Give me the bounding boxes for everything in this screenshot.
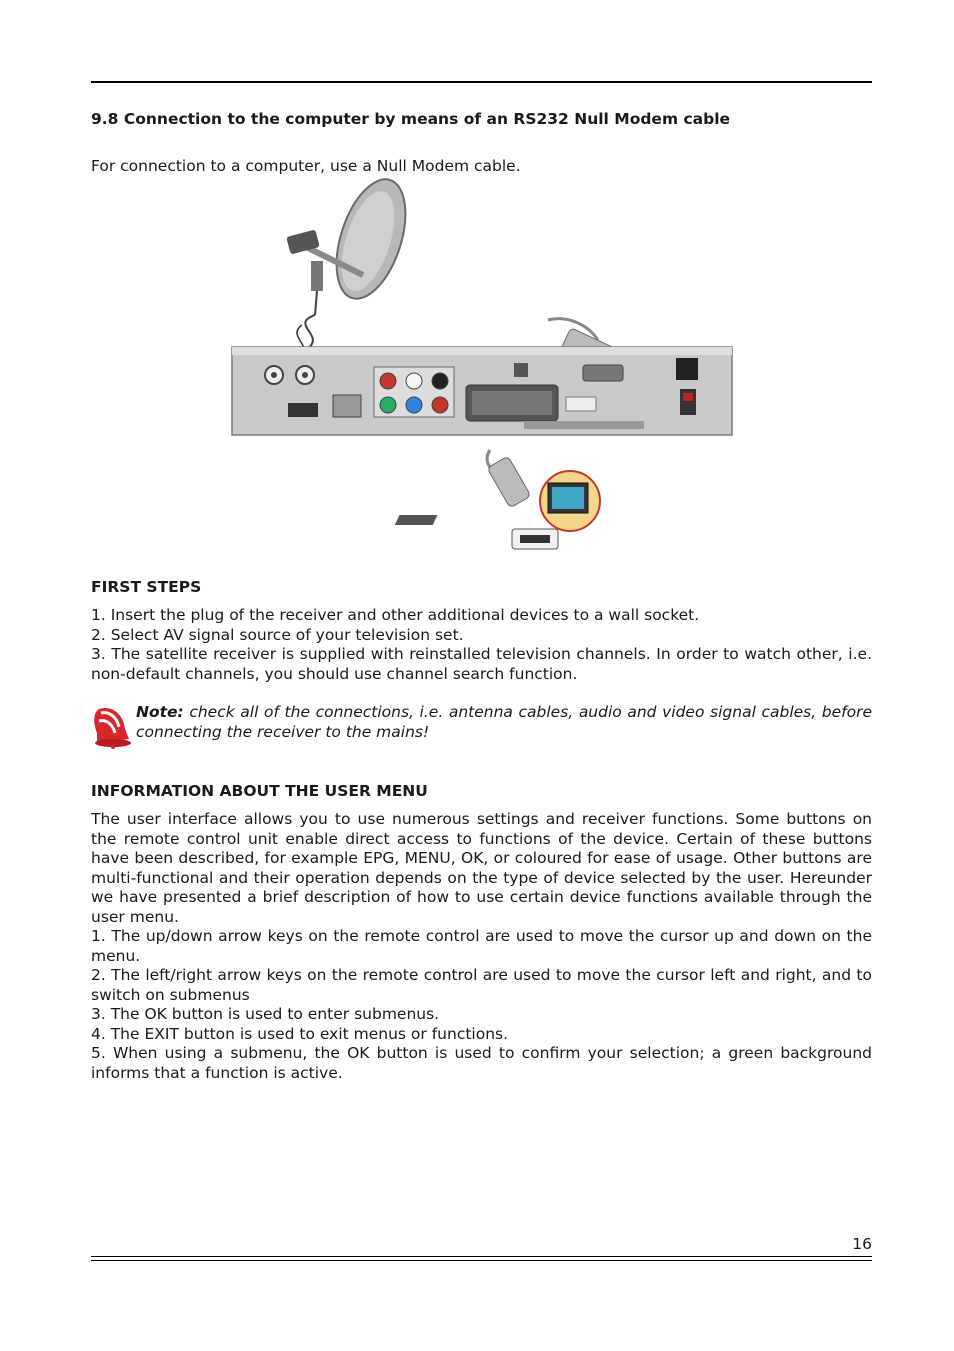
receiver-back-panel-icon bbox=[232, 347, 732, 435]
section-title: 9.8 Connection to the computer by means of an RS232 Null Modem cable bbox=[91, 110, 731, 128]
list-item: 1. The up/down arrow keys on the remote control are used to move the cursor up and down on the menu. bbox=[91, 927, 872, 965]
list-item: 5. When using a submenu, the OK button is used to confirm your selection; a green background informs that a function is active. bbox=[91, 1044, 872, 1082]
user-menu-title: INFORMATION ABOUT THE USER MENU bbox=[91, 782, 428, 800]
list-item: 1. Insert the plug of the receiver and other additional devices to a wall socket. bbox=[91, 606, 700, 624]
list-item: 4. The EXIT button is used to exit menus or functions. bbox=[91, 1024, 509, 1043]
note-bell-icon bbox=[91, 703, 133, 749]
first-steps-title: FIRST STEPS bbox=[91, 578, 202, 596]
note-label: Note: bbox=[136, 703, 184, 721]
note-body: check all of the connections, i.e. antenna cables, audio and video signal cables, before connecting the receiver to the mains! bbox=[136, 703, 872, 741]
header-rule bbox=[91, 81, 872, 83]
section-intro: For connection to a computer, use a Null Modem cable. bbox=[91, 157, 521, 175]
first-steps-list bbox=[91, 606, 872, 684]
page-number: 16 bbox=[852, 1235, 872, 1253]
satellite-dish-icon bbox=[286, 175, 419, 350]
user-menu-body bbox=[91, 810, 872, 1083]
user-menu-intro: The user interface allows you to use numerous settings and receiver functions. Some buttons on the remote control unit enable direct access to functions of the device. Certain of these buttons have been described, for example EPG, MENU, OK, or coloured for ease of usage. Other buttons are multi-functional and their operation depends on the type of device selected by the user. Hereunder we have presented a brief description of how to use certain device functions available through the user menu. bbox=[91, 810, 872, 926]
note-box bbox=[91, 703, 872, 751]
list-item: 3. The OK button is used to enter submenus. bbox=[91, 1005, 440, 1023]
footer-rule bbox=[91, 1256, 872, 1261]
note-text bbox=[136, 703, 872, 742]
list-item: 2. The left/right arrow keys on the remote control are used to move the cursor left and right, and to switch on submenus bbox=[91, 966, 872, 1004]
list-item: 3. The satellite receiver is supplied with reinstalled television channels. In order to watch other, i.e. non-default channels, you should use channel search function. bbox=[91, 645, 872, 683]
connection-diagram bbox=[228, 175, 740, 555]
list-item: 2. Select AV signal source of your television set. bbox=[91, 625, 464, 644]
